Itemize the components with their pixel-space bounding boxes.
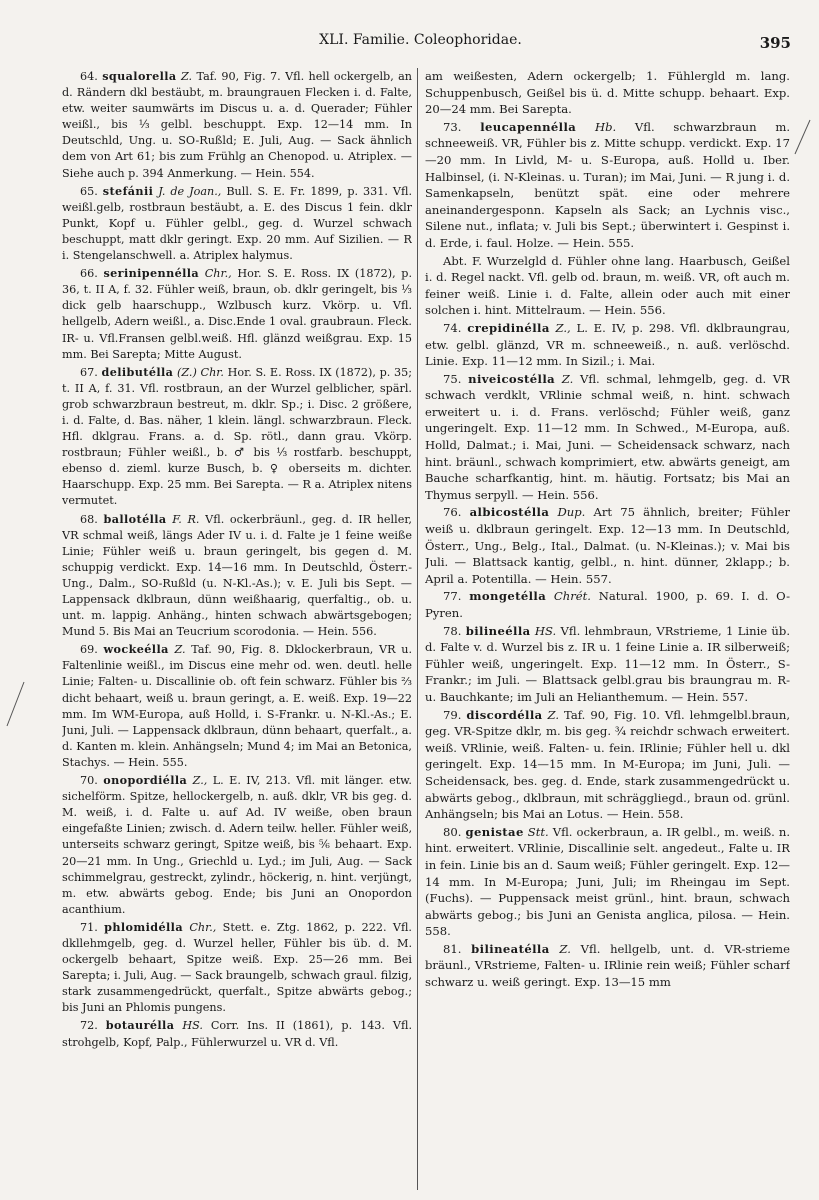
species-author: Hb. (594, 119, 617, 134)
entry-text: Vfl. hellgelb, unt. d. VR-striemе bräunl., VRstrieme, Falten- u. IRlinie rein weiß; Fühler scharf schwarz u. weiß geringt. Exp. 13—15 mm (425, 941, 790, 990)
pencil-mark-right (792, 118, 814, 158)
entry-number: 76. (443, 505, 462, 520)
entry-number: 74. (443, 320, 462, 335)
species-entry (425, 320, 790, 370)
species-author: J. de Joan., (158, 184, 222, 198)
species-author: Z. (547, 707, 560, 722)
species-entry (425, 707, 790, 823)
right-column (425, 68, 790, 1194)
species-entry (425, 504, 790, 587)
entry-number: 77. (443, 589, 462, 604)
entry-number: 73. (443, 119, 462, 134)
species-author: Chr., (204, 267, 232, 281)
species-author: Chrét. (553, 589, 591, 604)
entry-number: 67. (80, 365, 98, 379)
species-name: onopordiélla (103, 773, 188, 788)
entry-number: 78. (443, 623, 462, 638)
species-name: leucapennélla (480, 119, 577, 134)
species-author: Dup. (557, 505, 586, 520)
entry-number: 75. (443, 371, 462, 386)
species-name: botaurélla (105, 1018, 175, 1033)
entry-text: Stett. e. Ztg. 1862, p. 222. Vfl. dkllehmgelb, geg. d. Wurzel heller, Fühler bis üb. d. M. ockergelb behaart, Spitze weiß. Exp. 25—26 mm. Bei Sarepta; i. Juli, Aug. — Sack braungelb, schwach graul. filzig, stark zusammengedrückt, querfalt., Spitze abwärts gebog.; bis Juni an Phlomis pungens. (62, 920, 412, 1015)
species-name: squalorella (102, 69, 177, 83)
species-name: niveicostélla (468, 371, 556, 386)
species-author: Z. (180, 70, 193, 83)
species-entry (425, 824, 790, 940)
entry-number: 79. (443, 707, 462, 722)
running-header (50, 30, 791, 54)
entry-number: 70. (80, 774, 98, 788)
species-entry (62, 68, 412, 182)
species-entry (62, 364, 412, 510)
entry-text: Art 75 ähnlich, breiter; Fühler weiß u. dklbraun geringelt. Exp. 12—13 mm. In Deutschld, Österr., Ung., Belg., Ital., Dalmat. (u. N-Kleinas.); v. Mai bis Juli. — Blattsack kantig, gelbl., n. hint. dünner, 2klapp.; b. April a. Potentilla. — Hein. 557. (425, 505, 790, 586)
species-entry (425, 588, 790, 621)
entry-number: 71. (80, 920, 98, 934)
species-author: HS. (534, 623, 557, 638)
left-column (62, 68, 412, 1194)
pencil-mark-left (4, 680, 28, 730)
entry-number: 81. (443, 941, 462, 956)
species-name: genistae (465, 824, 524, 839)
species-name: albicostélla (469, 505, 550, 520)
species-name: ballotélla (103, 511, 167, 526)
species-author: Z. (561, 371, 574, 386)
entry-text: L. E. IV, 213. Vfl. mit länger. etw. sichelförm. Spitze, hellockergelb, n. auß. dklr, VR bis geg. d. M. weiß, i. d. Falte u. auf Ad. IV weiße, oben braun eingefaßte Linien; zwisch. d. Adern teilw. heller. Fühler weiß, unterseits schwarz geringt, Spitze weiß, bis ⅚ behaart. Exp. 20—21 mm. In Ung., Griechld u. Lyd.; im Juli, Aug. — Sack schimmelgrau, gestreckt, zylindr., höckerig, n. hint. verjüngt, m. etw. abwärts gebog. Ende; bis Juni an Onopordon acanthium. (62, 774, 412, 916)
entry-text: Bull. S. E. Fr. 1899, p. 331. Vfl. weißl.gelb, rostbraun bestäubt, a. E. des Discus 1 fein. dklr Punkt, Kopf u. Fühler gelbl., geg. d. Wurzel schwach beschuppt, matt dklr geringt. Exp. 20 mm. Auf Sizilien. — R i. Stengelanschwell. a. Atriplex halymus. (62, 184, 412, 263)
species-name: discordélla (466, 707, 543, 722)
entry-text: Vfl. schmal, lehmgelb, geg. d. VR schwach verdklt, VRlinie schmal weiß, n. hint. schwach erweitert u. i. d. Frans. verlöschd; Fühler weiß, ganz ungeringelt. Exp. 11—12 mm. In Schwed., M-Europa, auß. Holld, Dalmat.; i. Mai, Juni. — Scheidensack schwarz, nach hint. bräunl., schwach komprimiert, etw. abwärts geneigt, am Bauche scharfkantig, hint. m. häutig. Fortsatz; bis Mai an Thymus serpyll. — Hein. 556. (425, 371, 790, 502)
species-author: Z. (559, 941, 571, 956)
entry-text: Hor. S. E. Ross. IX (1872), p. 36, t. II A, f. 32. Fühler weiß, braun, ob. dklr geringelt, bis ⅓ dick gelb haarschupp., Wzlbusch kurz. Vkörp. u. Vfl. hellgelb, Adern weißl., a. Disc.Ende 1 oval. graubraun. Fleck. IR- u. Vfl.Fransen gelbl.weiß. Hfl. glänzd weißgrau. Exp. 15 mm. Bei Sarepta; Mitte August. (62, 267, 412, 361)
species-name: bilineélla (465, 623, 531, 638)
species-author: F. R. (172, 512, 200, 526)
entry-number: 64. (80, 70, 98, 83)
entry-text: Vfl. ockerbraun, a. IR gelbl., m. weiß. n. hint. erweitert. VRlinie, Discallinie selt. angedeut., Falte u. IR in fein. Linie bis an d. Saum weiß; Fühler geringelt. Exp. 12—14 mm. In M-Europa; Juni, Juli; im Rheingau im Sept. (Fuchs). — Puppensack meist grünl., hint. braun, schwach abwärts gebog.; bis Juni an Genista anglica, pilosa. — Hein. 558. (425, 824, 790, 939)
entry-text: Taf. 90, Fig. 10. Vfl. lehmgelbl.braun, geg. VR-Spitze dklr, m. bis geg. ¾ reichdr schwach erweitert. weiß. VRlinie, weiß. Falten- u. fein. IRlinie; Fühler hell u. dkl geringelt. Exp. 14—15 mm. In M-Europa; im Juni, Juli. — Scheidensack, bes. geg. d. Ende, stark zusammengedrückt u. abwärts gebog., dklbraun, mit schräggliegd., braun od. grünl. Anhängseln; bis Mai an Lotus. — Hein. 558. (425, 707, 790, 822)
species-author: (Z.) Chr. (176, 365, 224, 379)
entry-text: Vfl. schwarzbraun m. schneeweiß. VR, Fühler bis z. Mitte schupp. verdickt. Exp. 17—20 mm. In Livld, M- u. S-Europa, auß. Holld u. Iber. Halbinsel, (i. N-Kleinas. u. Turan); im Mai, Juni. — R jung i. d. Samenkapseln, benützt spät. eine oder mehrere aneinandergesponn. Kapseln als Sack; an Lychnis visc., Silene nut., inflata; v. Juli bis Sept.; überwintert i. Gespinst i. d. Erde, i. faul. Holze. — Hein. 555. (425, 119, 790, 250)
species-name: serinipennélla (103, 266, 200, 281)
species-entry (425, 623, 790, 706)
species-name: stefánii (102, 183, 154, 198)
species-entry (425, 253, 790, 319)
species-name: crepidinélla (467, 320, 550, 335)
species-entry (62, 772, 412, 918)
species-entry (425, 371, 790, 504)
species-author: Z., (555, 320, 571, 335)
species-entry (62, 511, 412, 641)
species-name: bilineatélla (471, 941, 550, 956)
entry-text: am weißesten, Adern ockergelb; 1. Fühlergld m. lang. Schuppenbusch, Geißel bis ü. d. Mitte schupp. behaart. Exp. 20—24 mm. Bei Sarepta. (425, 69, 790, 117)
species-name: mongetélla (469, 589, 547, 604)
species-entry (62, 919, 412, 1017)
entry-number: 80. (443, 824, 462, 839)
species-entry (425, 119, 790, 252)
species-author: Z. (174, 643, 186, 657)
species-name: phlomidélla (104, 919, 183, 934)
entry-text: Vfl. ockerbräunl., geg. d. IR heller, VR schmal weiß, längs Ader IV u. i. d. Falte je 1 feine weiße Linie; Fühler weiß u. braun geringelt, bis gegen d. M. schuppig verdickt. Exp. 14—16 mm. In Deutschld, Österr.-Ung., Dalm., SO-Rußld (u. N-Kl.-As.); v. E. Juli bis Sept. — Lappensack dklbraun, dünn weißhaarig, querfaltig., ob. u. unt. m. lappig. Anhäng., hinten schwach abwärtsgebogen; Mund 5. Bis Mai an Teucrium scorodonia. — Hein. 556. (62, 512, 412, 639)
species-name: delibutélla (101, 364, 174, 379)
running-title: XLI. Familie. Coleophoridae. (319, 32, 522, 48)
column-divider (417, 68, 418, 1190)
species-entry (62, 641, 412, 771)
species-name: wockeélla (103, 642, 169, 657)
entry-number: 72. (80, 1019, 98, 1033)
species-entry (62, 183, 412, 264)
entry-number: 65. (80, 184, 98, 198)
species-author: Z., (192, 774, 208, 788)
species-entry (62, 1017, 412, 1050)
entry-text: Abt. F. Wurzelgld d. Fühler ohne lang. Haarbusch, Geißel i. d. Regel nackt. Vfl. gelb od. braun, m. weiß. VR, oft auch m. feiner weiß. Linie i. d. Falte, allein oder auch mit einer solchen i. hint. Mittelraum. — Hein. 556. (425, 253, 790, 318)
species-entry (425, 68, 790, 118)
species-entry (62, 265, 412, 363)
species-author: Chr., (189, 920, 217, 934)
entry-text: Taf. 90, Fig. 7. Vfl. hell ockergelb, an d. Rändern dkl bestäubt, m. braungrauen Flecken i. d. Falte, etw. weiter saumwärts im Discus u. a. d. Querader; Fühler weißl., bis ⅓ gelbl. beschuppt. Exp. 12—14 mm. In Deutschld, Ung. u. SO-Rußld; E. Juli, Aug. — Sack ähnlich dem von Art 61; bis zum Frühlg an Chenopod. u. Atriplex. — Siehe auch p. 394 Anmerkung. — Hein. 554. (62, 70, 412, 180)
entry-number: 66. (80, 267, 98, 281)
entry-number: 69. (80, 643, 98, 657)
entry-text: Taf. 90, Fig. 8. Dklockerbraun, VR u. Faltenlinie weißl., im Discus eine mehr od. wen. deutl. helle Linie; Falten- u. Discallinie ob. oft fein schwarz. Fühler bis ⅔ dicht behaart, weiß u. braun geringt, a. E. weiß. Exp. 19—22 mm. Im WM-Europa, auß Holld, i. S-Frankr. u. N-Kl.-As.; E. Juni, Juli. — Lappensack dklbraun, dünn behaart, querfalt., a. d. Kanten m. klein. Anhängseln; Mund 4; im Mai an Betonica, Stachys. — Hein. 555. (62, 643, 412, 769)
species-author: Stt. (527, 824, 549, 839)
page-number: 395 (759, 34, 791, 52)
entry-text: L. E. IV, p. 298. Vfl. dklbraungrau, etw. gelbl. glänzd, VR m. schneeweiß., n. auß. verlöschd. Linie. Exp. 11—12 mm. In Sizil.; i. Mai. (425, 320, 790, 369)
entry-number: 68. (80, 512, 98, 526)
entry-text: Hor. S. E. Ross. IX (1872), p. 35; t. II A, f. 31. Vfl. rostbraun, an der Wurzel gelblicher, spärl. grob schwarzbraun bestreut, m. dklr. Sp.; i. Disc. 2 größere, i. d. Falte, d. Bas. näher, 1 klein. längl. schwarzbraun. Fleck. Hfl. dklgrau. Frans. a. d. Sp. rötl., dann grau. Vkörp. rostbraun; Fühler weißl., b. ♂ bis ⅓ rostfarb. beschuppt, ebenso d. zieml. kurze Busch, b. ♀ oberseits m. dichter. Haarschupp. Exp. 25 mm. Bei Sarepta. — R a. Atriplex nitens vermutet. (62, 365, 412, 508)
species-author: HS. (182, 1019, 203, 1033)
species-entry (425, 941, 790, 991)
entry-text: Vfl. lehmbraun, VRstrieme, 1 Linie üb. d. Falte v. d. Wurzel bis z. IR u. 1 feine Linie a. IR silberweiß; Fühler weiß, ungeringelt. Exp. 11—12 mm. In Österr., S-Frankr.; im Juli. — Blattsack gelbl.grau bis braungrau m. R- u. Bauchkante; im Juli an Helianthemum. — Hein. 557. (425, 623, 790, 704)
entry-text: Corr. Ins. II (1861), p. 143. Vfl. strohgelb, Kopf, Palp., Fühlerwurzel u. VR d. Vfl. (62, 1019, 412, 1049)
entry-text: Natural. 1900, p. 69. I. d. O-Pyren. (425, 589, 790, 620)
